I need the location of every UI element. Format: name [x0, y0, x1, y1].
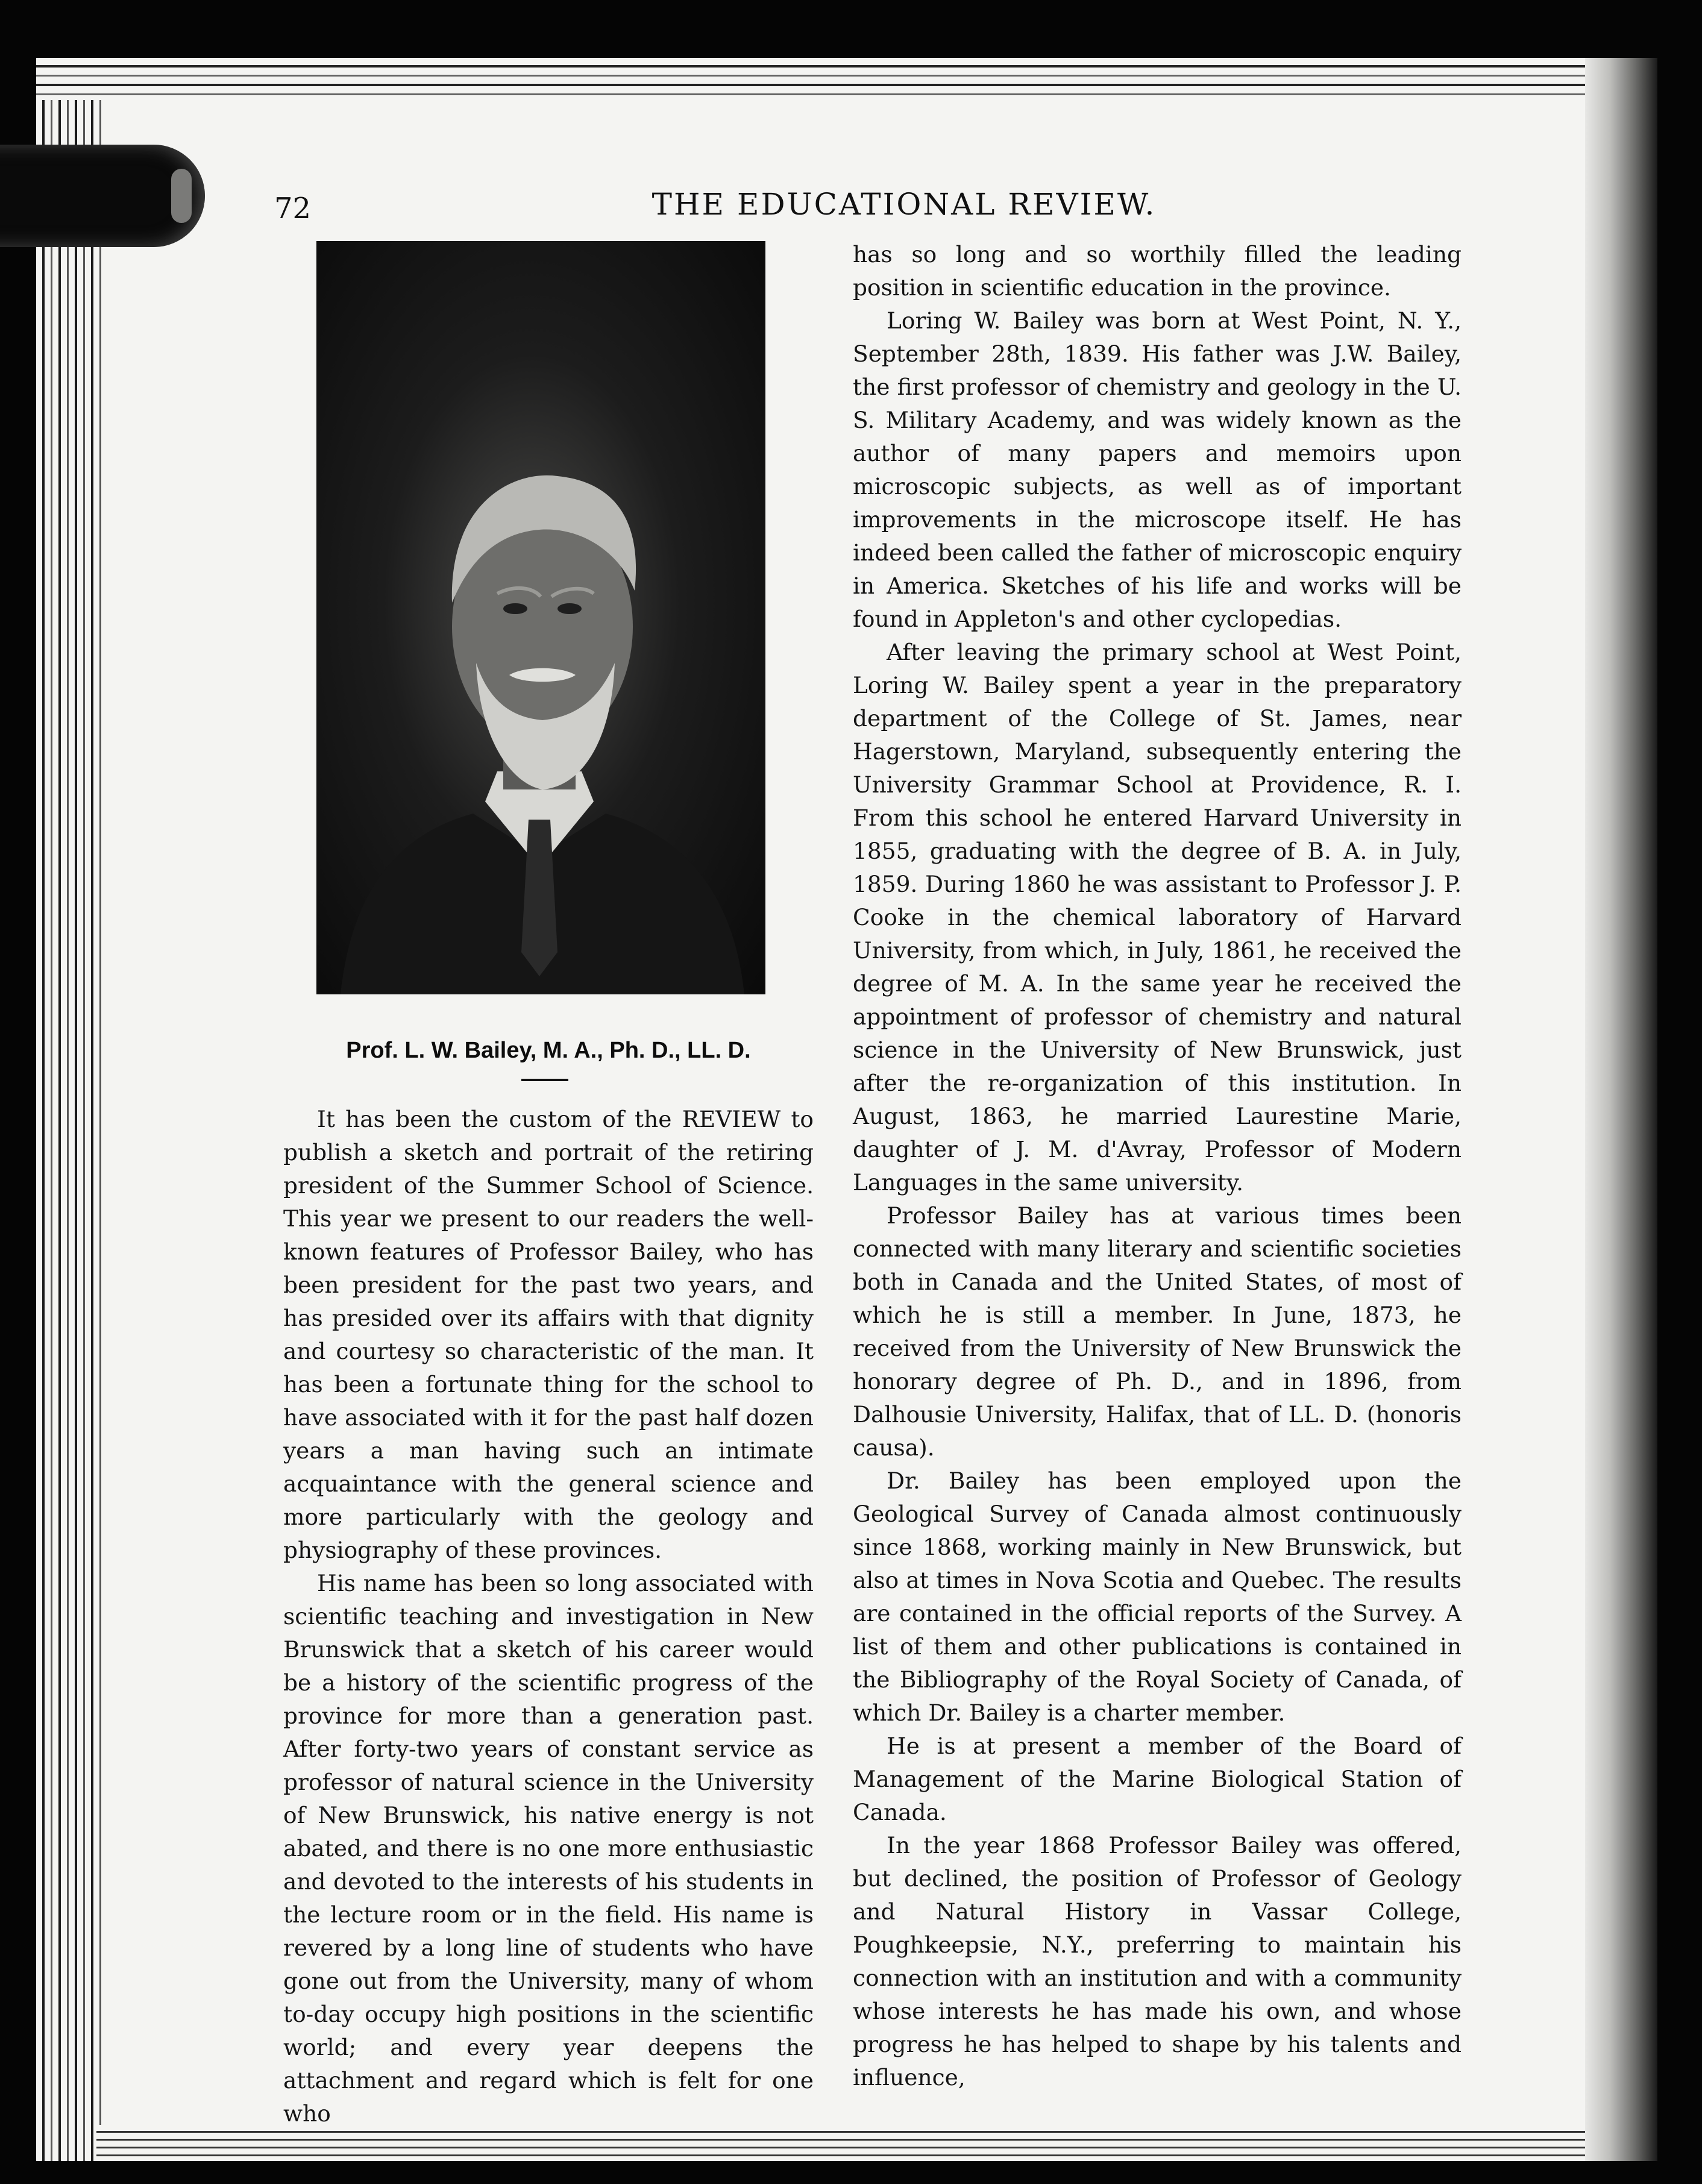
- binder-edge-top: [36, 58, 1657, 100]
- book-spine: [1585, 58, 1657, 2161]
- paragraph: Professor Bailey has at various times been connected with many literary and scientific societies both in Canada and the United States, of most of which he is still a member. In June, 1873, he received from the University of New Brunswick the honorary degree of Ph. D., and in 1896, from Dalhousie University, Halifax, that of LL. D. (honoris causa).: [853, 1202, 1462, 1461]
- paragraph: His name has been so long associated with scientific teaching and investigation in New Brunswick that a sketch of his career would be a history of the scientific progress of the province for more than a generation past. After forty-two years of constant service as professor of natural science in the University of New Brunswick, his native energy is not abated, and there is no one more enthusiastic and devoted to the interests of his students in the lecture room or in the field. His name is revered by a long line of students who have gone out from the University, many of whom to-day occupy high positions in the scientific world; and every year deepens the attachment and regard which is felt for one who: [283, 1570, 814, 2127]
- page-number: 72: [274, 192, 312, 225]
- paragraph: He is at present a member of the Board of Management of the Marine Biological Station of Canada.: [853, 1733, 1462, 1825]
- page-clip: [0, 145, 205, 247]
- binder-edge-bottom: [96, 2125, 1585, 2161]
- paragraph: Loring W. Bailey was born at West Point, N. Y., September 28th, 1839. His father was J.W. Bailey, the first professor of chemistry and geology in the U. S. Military Academy, and was widely known as the author of many papers and memoirs upon microscopic subjects, as well as of important improvements in the microscope itself. He has indeed been called the father of microscopic enquiry in America. Sketches of his life and works will be found in Appleton's and other cyclopedias.: [853, 307, 1462, 632]
- paragraph: After leaving the primary school at West Point, Loring W. Bailey spent a year in the preparatory department of the College of St. James, near Hagerstown, Maryland, subsequently entering the University Grammar School at Providence, R. I. From this school he entered Harvard University in 1855, graduating with the degree of B. A. in July, 1859. During 1860 he was assistant to Professor J. P. Cooke in the chemical laboratory of Harvard University, from which, in July, 1861, he received the degree of M. A. In the same year he received the appointment of professor of chemistry and natural science in the University of New Brunswick, just after the re-organization of this institution. In August, 1863, he married Laurestine Marie, daughter of J. M. d'Avray, Professor of Modern Languages in the same university.: [853, 639, 1462, 1196]
- binder-edge-left: [36, 58, 105, 2161]
- portrait-caption: Prof. L. W. Bailey, M. A., Ph. D., LL. D.: [346, 1038, 751, 1063]
- paragraph: In the year 1868 Professor Bailey was offered, but declined, the position of Professor of Geology and Natural History in Vassar College, Poughkeepsie, N.Y., preferring to maintain his connection with an institution and with a community whose interests he has made his own, and whose progress he has helped to shape by his talents and influence,: [853, 1832, 1462, 2091]
- running-head: THE EDUCATIONAL REVIEW.: [652, 187, 1157, 222]
- left-column: [283, 1103, 814, 2130]
- portrait-photo: [316, 241, 765, 994]
- paragraph: It has been the custom of the REVIEW to publish a sketch and portrait of the retiring president of the Summer School of Science. This year we present to our readers the well-known features of Professor Bailey, who has been president for the past two years, and has presided over its affairs with that dignity and courtesy so characteristic of the man. It has been a fortunate thing for the school to have associated with it for the past half dozen years a man having such an intimate acquaintance with the general science and more particularly with the geology and physiography of these provinces.: [283, 1106, 814, 1563]
- paragraph: has so long and so worthily filled the leading position in scientific education in the province.: [853, 241, 1462, 301]
- paragraph: Dr. Bailey has been employed upon the Geological Survey of Canada almost continuously since 1868, working mainly in New Brunswick, but also at times in Nova Scotia and Quebec. The results are contained in the official reports of the Survey. A list of them and other publications is contained in the Bibliography of the Royal Society of Canada, of which Dr. Bailey is a charter member.: [853, 1467, 1462, 1726]
- right-column: [853, 238, 1462, 2094]
- caption-rule: [521, 1079, 568, 1081]
- portrait-illustration: [316, 241, 765, 994]
